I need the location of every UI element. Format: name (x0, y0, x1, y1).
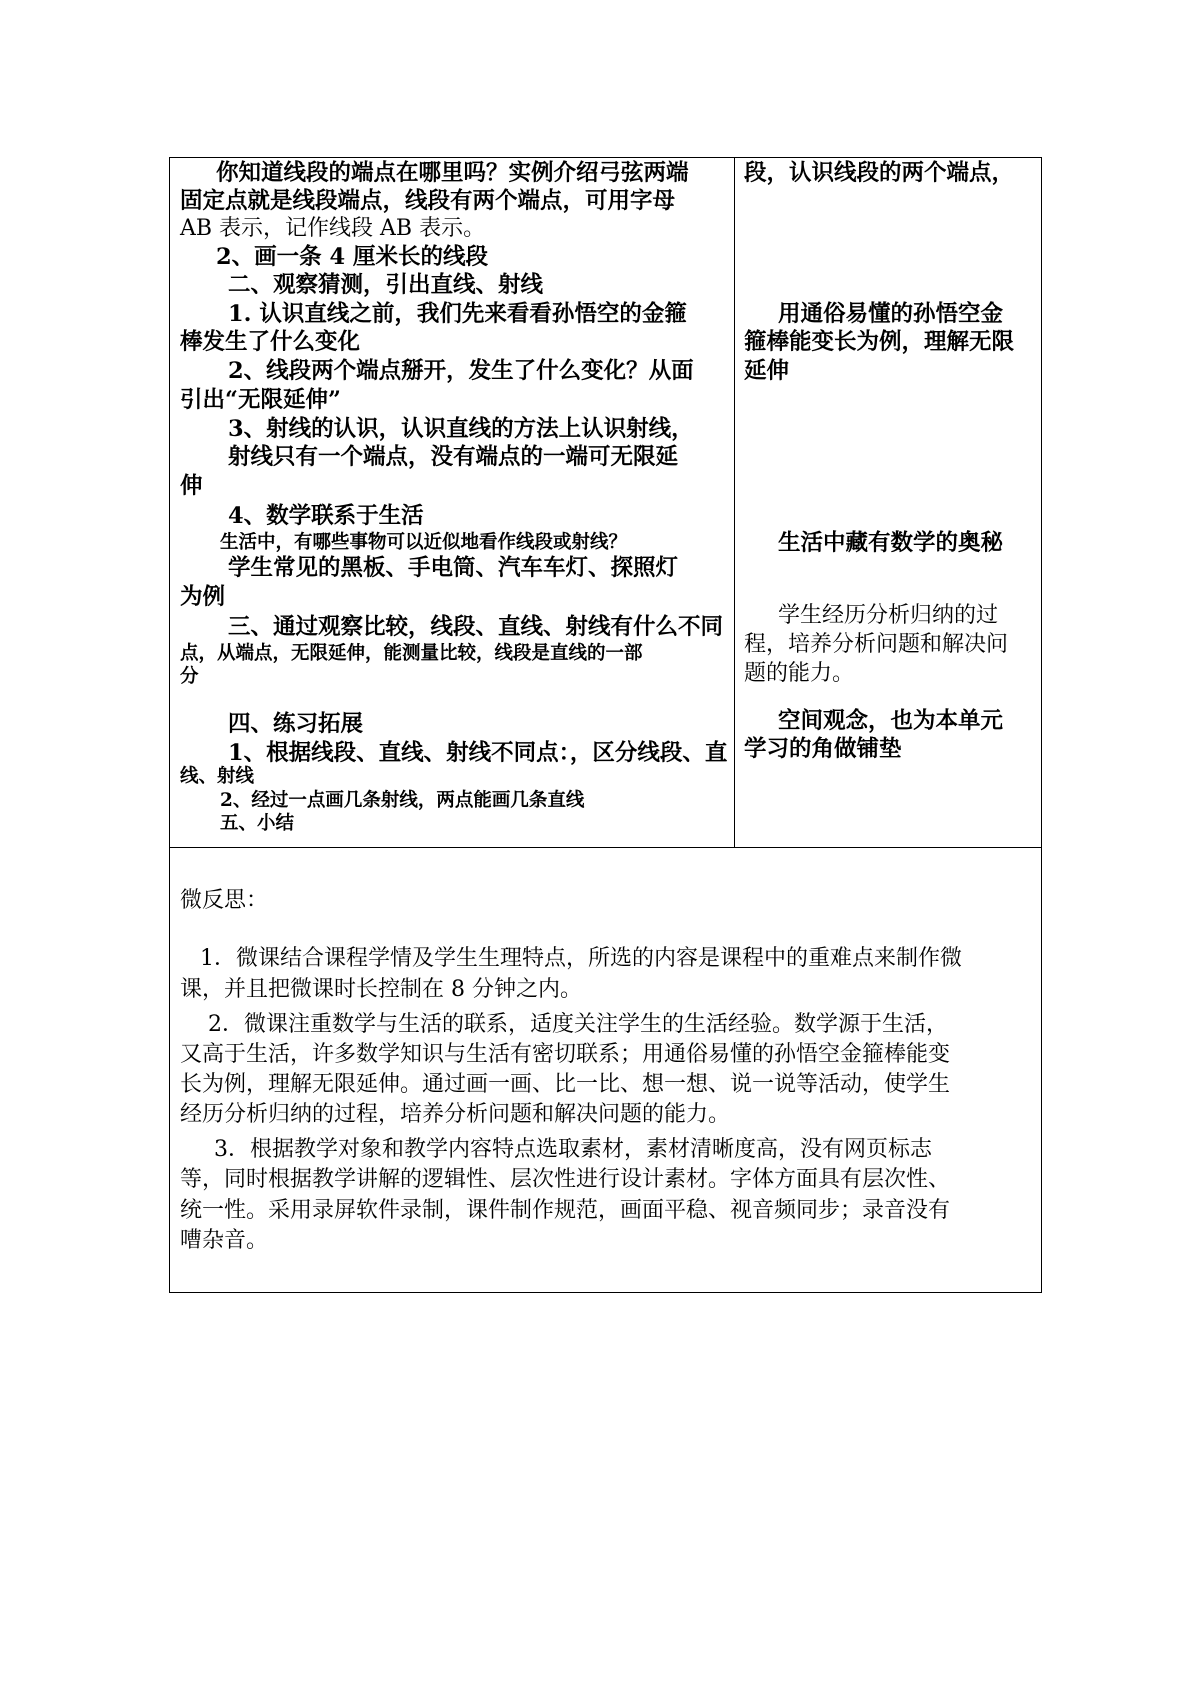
reflection-paragraph: 3．根据教学对象和教学内容特点选取素材，素材清晰度高，没有网页标志 (214, 1137, 932, 1162)
step-text: 生活中，有哪些事物可以近似地看作线段或射线？ (220, 532, 628, 553)
step-text: 2、画一条 4 厘米长的线段 (216, 244, 488, 270)
step-text: 射线只有一个端点，没有端点的一端可无限延 (228, 444, 679, 470)
reflection-title: 微反思： (180, 888, 269, 913)
intent-text: 生活中藏有数学的奥秘 (778, 530, 1004, 556)
section-heading: 二、观察猜测，引出直线、射线 (228, 272, 544, 298)
reflection-paragraph: 统一性。采用录屏软件录制，课件制作规范，画面平稳、视音频同步；录音没有 (180, 1198, 951, 1223)
step-text: 引出“无限延伸” (180, 387, 341, 413)
reflection-paragraph: 嘈杂音。 (180, 1228, 269, 1253)
intent-text: 程，培养分析问题和解决问 (744, 632, 1009, 657)
intent-text: 延伸 (744, 358, 790, 384)
reflection-paragraph: 1．微课结合课程学情及学生生理特点，所选的内容是课程中的重难点来制作微 (200, 946, 962, 971)
step-text: 固定点就是线段端点，线段有两个端点，可用字母 (180, 188, 676, 214)
column-divider (734, 158, 735, 848)
reflection-paragraph: 课，并且把微课时长控制在 8 分钟之内。 (180, 977, 582, 1002)
lesson-process-row (170, 158, 1041, 848)
step-text: 学生常见的黑板、手电筒、汽车车灯、探照灯 (228, 555, 679, 581)
step-text: 伸 (180, 473, 203, 499)
step-text: 2、线段两个端点掰开，发生了什么变化？从面 (228, 358, 694, 384)
step-text: 点，从端点，无限延伸，能测量比较，线段是直线的一部 (180, 643, 643, 664)
intent-text: 用通俗易懂的孙悟空金 (778, 301, 1004, 327)
step-text: AB 表示，记作线段 AB 表示。 (180, 216, 486, 241)
reflection-paragraph: 又高于生活，许多数学知识与生活有密切联系；用通俗易懂的孙悟空金箍棒能变 (180, 1042, 951, 1067)
intent-text: 箍棒能变长为例，理解无限 (744, 329, 1015, 355)
step-text: 你知道线段的端点在哪里吗？实例介绍弓弦两端 (216, 160, 689, 186)
reflection-paragraph: 长为例，理解无限延伸。通过画一画、比一比、想一想、说一说等活动，使学生 (180, 1072, 951, 1097)
intent-text: 题的能力。 (744, 661, 855, 686)
section-heading: 五、小结 (220, 813, 295, 834)
reflection-row (170, 848, 1041, 1294)
step-text: 线、射线 (180, 766, 255, 787)
intent-text: 学生经历分析归纳的过 (778, 603, 999, 628)
intent-text: 学习的角做铺垫 (744, 736, 902, 762)
reflection-paragraph: 等，同时根据教学讲解的逻辑性、层次性进行设计素材。字体方面具有层次性、 (180, 1167, 951, 1192)
step-text: 2、经过一点画几条射线，两点能画几条直线 (220, 790, 585, 811)
step-text: 分 (180, 666, 199, 687)
step-text: 棒发生了什么变化 (180, 329, 361, 355)
section-heading: 三、通过观察比较，线段、直线、射线有什么不同 (228, 614, 724, 640)
reflection-paragraph: 经历分析归纳的过程，培养分析问题和解决问题的能力。 (180, 1102, 731, 1127)
reflection-paragraph: 2．微课注重数学与生活的联系，适度关注学生的生活经验。数学源于生活， (208, 1012, 948, 1037)
step-text: 1. 认识直线之前，我们先来看看孙悟空的金箍 (228, 301, 687, 327)
step-text: 为例 (180, 584, 226, 610)
section-heading: 四、练习拓展 (228, 711, 364, 737)
step-text: 4、数学联系于生活 (228, 503, 424, 529)
intent-text: 空间观念，也为本单元 (778, 708, 1004, 734)
step-text: 3、射线的认识，认识直线的方法上认识射线， (228, 416, 694, 442)
step-text: 1、根据线段、直线、射线不同点：，区分线段、直 (228, 740, 728, 766)
intent-text: 段，认识线段的两个端点， (744, 160, 1015, 186)
lesson-table (169, 157, 1042, 1293)
